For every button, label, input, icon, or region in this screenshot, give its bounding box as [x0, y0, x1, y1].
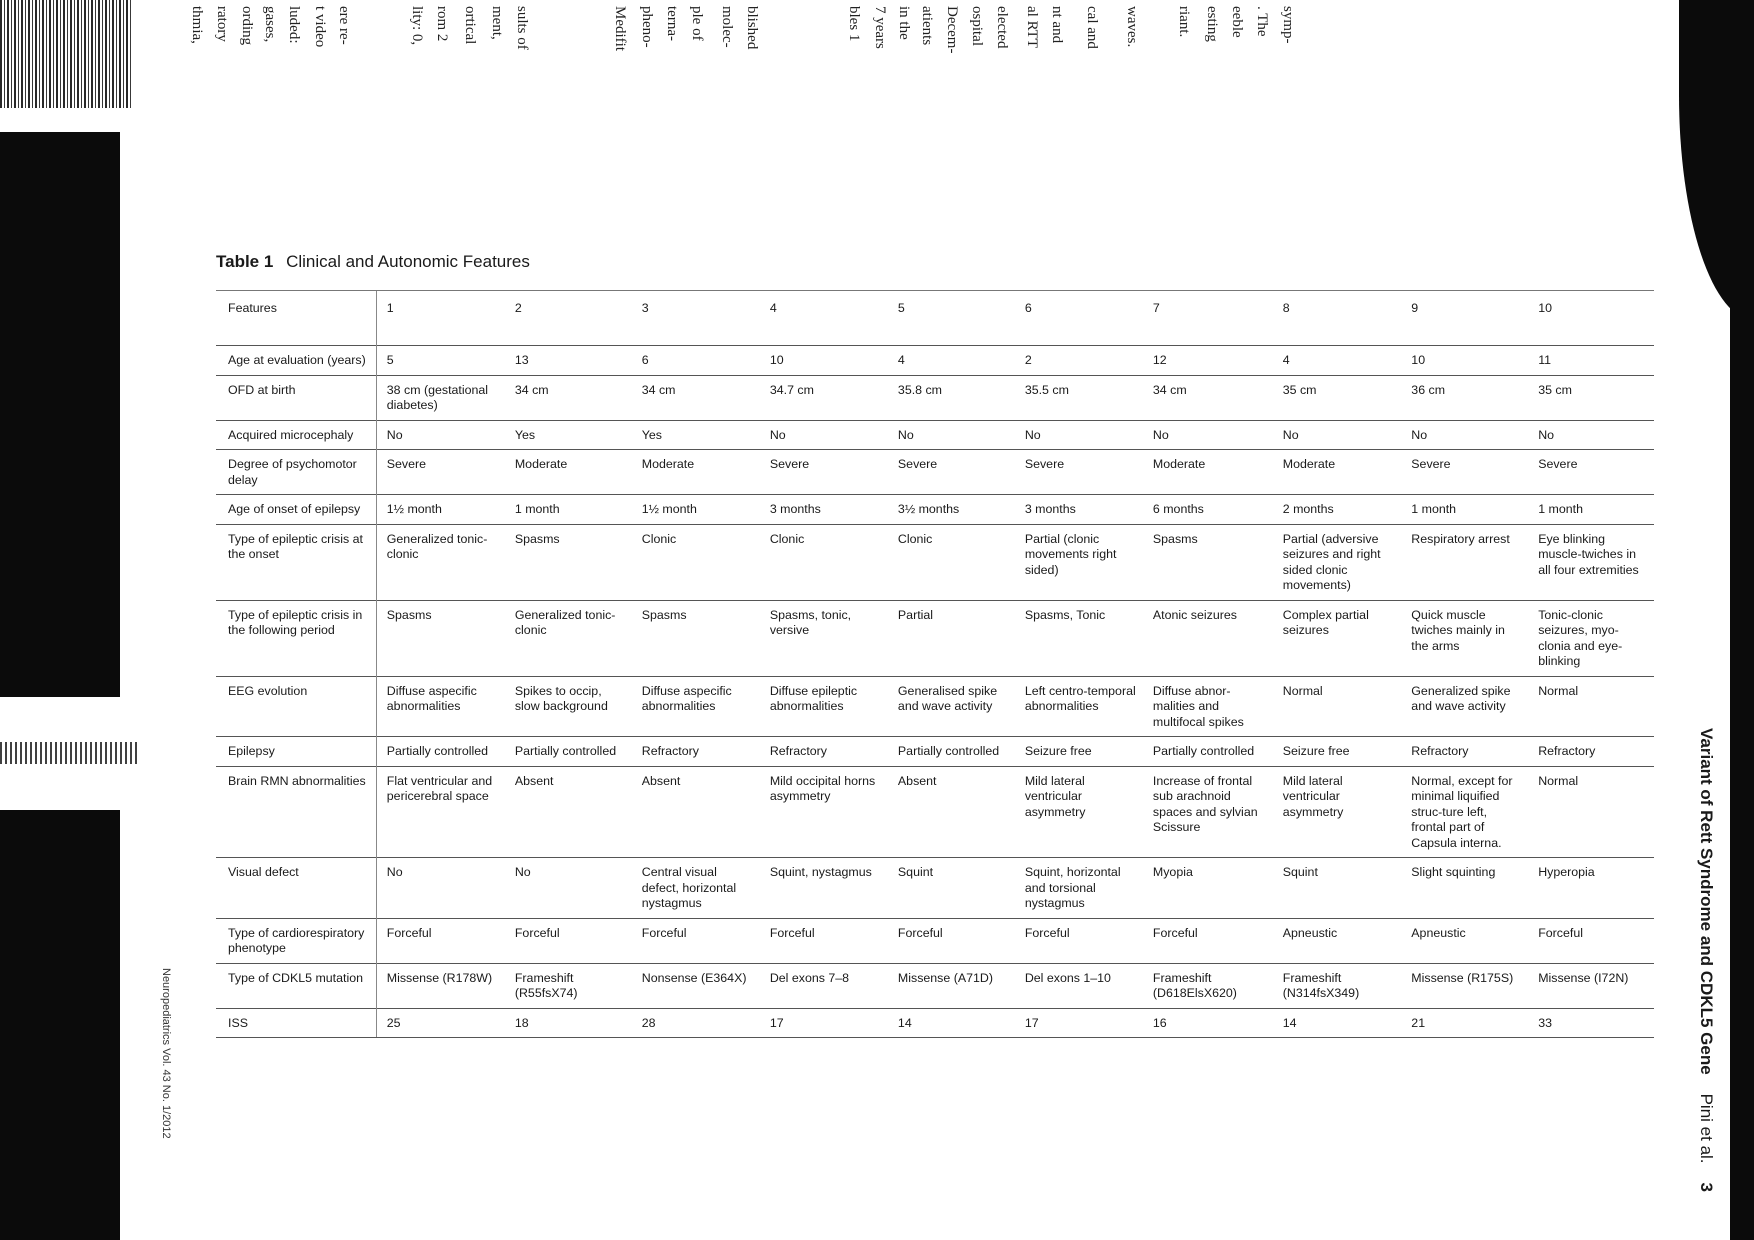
previous-column-fragment: pheno- [639, 6, 655, 48]
table-cell: 4 [1273, 346, 1402, 376]
table-cell: No [376, 420, 505, 450]
previous-column-fragment: t video [312, 6, 328, 48]
row-feature-label: Type of cardiorespiratory phenotype [216, 918, 376, 963]
header-cell-patient: 6 [1015, 291, 1143, 346]
table-cell: 17 [1015, 1008, 1143, 1038]
table-cell: No [1528, 420, 1654, 450]
table-cell: Apneustic [1401, 918, 1528, 963]
table-cell: Squint, nystagmus [760, 858, 888, 919]
table-cell: Absent [888, 766, 1015, 858]
previous-column-fragment: cal and [1084, 6, 1100, 49]
table-cell: Clonic [632, 524, 760, 600]
table-cell: Spasms [376, 600, 505, 676]
table-cell: Missense (A71D) [888, 963, 1015, 1008]
table-row [216, 524, 1654, 600]
previous-column-fragment: molec- [719, 6, 735, 48]
table-cell: Squint [1273, 858, 1402, 919]
table-cell: Generalised spike and wave activity [888, 676, 1015, 737]
table-cell: Missense (R178W) [376, 963, 505, 1008]
table-cell: No [1015, 420, 1143, 450]
table-cell: Partially controlled [1143, 737, 1273, 767]
previous-column-fragment: ple of [689, 6, 705, 41]
table-cell: Moderate [1143, 450, 1273, 495]
running-head-authors: Pini et al. [1697, 1093, 1716, 1164]
table-cell: Refractory [760, 737, 888, 767]
header-cell-patient: 2 [505, 291, 632, 346]
row-feature-label: Type of epileptic crisis in the following period [216, 600, 376, 676]
table-cell: Mild occipital horns asymmetry [760, 766, 888, 858]
previous-column-fragment: luded: [286, 6, 302, 44]
table-cell: Diffuse aspecific abnormalities [376, 676, 505, 737]
table-cell: 34 cm [632, 375, 760, 420]
table-cell: 2 [1015, 346, 1143, 376]
table-cell: Generalized tonic-clonic [505, 600, 632, 676]
header-cell-patient: 8 [1273, 291, 1402, 346]
table-cell: 16 [1143, 1008, 1273, 1038]
table-cell: Atonic seizures [1143, 600, 1273, 676]
table-cell: Spikes to occip, slow background [505, 676, 632, 737]
table-cell: Normal [1528, 766, 1654, 858]
table-cell: No [1143, 420, 1273, 450]
table-cell: Nonsense (E364X) [632, 963, 760, 1008]
table-cell: No [505, 858, 632, 919]
table-title [216, 252, 530, 272]
header-cell-patient: 4 [760, 291, 888, 346]
header-cell-patient: 5 [888, 291, 1015, 346]
table-cell: Partially controlled [505, 737, 632, 767]
table-cell: Normal [1528, 676, 1654, 737]
table-cell: Absent [632, 766, 760, 858]
table-cell: 35.8 cm [888, 375, 1015, 420]
row-feature-label: ISS [216, 1008, 376, 1038]
table-cell: No [888, 420, 1015, 450]
table-cell: Yes [505, 420, 632, 450]
table-cell: Forceful [632, 918, 760, 963]
row-feature-label: Epilepsy [216, 737, 376, 767]
previous-column-fragment: riant. [1176, 6, 1192, 38]
table-cell: Generalized tonic-clonic [376, 524, 505, 600]
table-cell: Forceful [1143, 918, 1273, 963]
table-cell: Severe [760, 450, 888, 495]
previous-column-fragment: rom 2 [434, 6, 450, 42]
previous-column-fragment: 7 years [872, 6, 888, 49]
table-cell: 6 [632, 346, 760, 376]
table-row [216, 600, 1654, 676]
previous-column-fragment: ospital [969, 6, 985, 46]
table-cell: 6 months [1143, 495, 1273, 525]
header-cell-patient: 3 [632, 291, 760, 346]
table-cell: 1 month [505, 495, 632, 525]
table-cell: 35 cm [1273, 375, 1402, 420]
table-cell: 36 cm [1401, 375, 1528, 420]
previous-column-fragment: ment, [489, 6, 505, 40]
row-feature-label: Type of CDKL5 mutation [216, 963, 376, 1008]
table-cell: 21 [1401, 1008, 1528, 1038]
table-cell: Forceful [1015, 918, 1143, 963]
table-row [216, 450, 1654, 495]
table-cell: Partial (adversive seizures and right sided clonic movements) [1273, 524, 1402, 600]
previous-column-fragment: ratory [214, 6, 230, 42]
previous-column-fragment: elected [994, 6, 1010, 49]
table-cell: Forceful [888, 918, 1015, 963]
table-cell: Flat ventricular and pericerebral space [376, 766, 505, 858]
table-cell: 3 months [760, 495, 888, 525]
table-cell: Spasms, tonic, versive [760, 600, 888, 676]
table-cell: 4 [888, 346, 1015, 376]
table-cell: Seizure free [1015, 737, 1143, 767]
table-cell: 34 cm [505, 375, 632, 420]
previous-column-fragment: al RTT [1024, 6, 1040, 49]
table-cell: Frameshift (N314fsX349) [1273, 963, 1402, 1008]
table-row [216, 495, 1654, 525]
table-cell: Apneustic [1273, 918, 1402, 963]
table-cell: 2 months [1273, 495, 1402, 525]
table-cell: 1½ month [632, 495, 760, 525]
table-cell: Normal, except for minimal liquified struc-ture left, frontal part of Capsula interna. [1401, 766, 1528, 858]
previous-column-fragment: in the [896, 6, 912, 40]
table-cell: Refractory [1528, 737, 1654, 767]
table-cell: Del exons 1–10 [1015, 963, 1143, 1008]
table-cell: Forceful [376, 918, 505, 963]
table-cell: Hyperopia [1528, 858, 1654, 919]
table-cell: 34.7 cm [760, 375, 888, 420]
table-row [216, 676, 1654, 737]
table-row [216, 737, 1654, 767]
table-cell: 28 [632, 1008, 760, 1038]
table-cell: Del exons 7–8 [760, 963, 888, 1008]
table-cell: No [1401, 420, 1528, 450]
previous-column-fragment: thmia, [189, 6, 205, 44]
previous-column-fragment: ording [239, 6, 255, 46]
previous-column-fragment: Decem- [944, 6, 960, 54]
table-cell: Spasms [1143, 524, 1273, 600]
previous-column-fragment: gases, [262, 6, 278, 43]
table-label: Table 1 [216, 252, 274, 271]
row-feature-label: Acquired microcephaly [216, 420, 376, 450]
table-cell: 3½ months [888, 495, 1015, 525]
table-cell: Refractory [1401, 737, 1528, 767]
header-cell-patient: 10 [1528, 291, 1654, 346]
table-cell: Partially controlled [376, 737, 505, 767]
previous-column-fragment: sults of [514, 6, 530, 50]
page-number: 3 [1697, 1182, 1716, 1192]
table-cell: 38 cm (gestational diabetes) [376, 375, 505, 420]
table-cell: 1½ month [376, 495, 505, 525]
table-cell: Moderate [1273, 450, 1402, 495]
scan-edge-artifact [0, 0, 132, 108]
table-cell: Mild lateral ventricular asymmetry [1273, 766, 1402, 858]
journal-reference: Neuropediatrics Vol. 43 No. 1/2012 [160, 968, 172, 1139]
previous-column-fragment: nt and [1049, 6, 1065, 44]
table-cell: Diffuse epileptic abnormalities [760, 676, 888, 737]
clinical-features-table [216, 290, 1654, 1038]
row-feature-label: Brain RMN abnormalities [216, 766, 376, 858]
scan-edge-artifact [0, 742, 140, 764]
table-cell: Spasms, Tonic [1015, 600, 1143, 676]
previous-column-fragment: Medifit [612, 6, 628, 51]
previous-column-fragment: terna- [664, 6, 680, 41]
table-cell: Severe [376, 450, 505, 495]
table-cell: Respiratory arrest [1401, 524, 1528, 600]
table-cell: 14 [888, 1008, 1015, 1038]
table-cell: Diffuse aspecific abnormalities [632, 676, 760, 737]
table-cell: 17 [760, 1008, 888, 1038]
table-cell: 1 month [1401, 495, 1528, 525]
table-cell: Squint [888, 858, 1015, 919]
row-feature-label: Degree of psychomotor delay [216, 450, 376, 495]
table-cell: Mild lateral ventricular asymmetry [1015, 766, 1143, 858]
table-cell: Partial (clonic movements right sided) [1015, 524, 1143, 600]
table-cell: Increase of frontal sub arachnoid spaces and sylvian Scissure [1143, 766, 1273, 858]
table-cell: Tonic-clonic seizures, myo-clonia and eye-blinking [1528, 600, 1654, 676]
table-cell: Missense (R175S) [1401, 963, 1528, 1008]
table-cell: Spasms [632, 600, 760, 676]
table-cell: Forceful [760, 918, 888, 963]
table-row [216, 420, 1654, 450]
previous-column-fragment: ere re- [336, 6, 352, 45]
table-row [216, 918, 1654, 963]
table-cell: 10 [760, 346, 888, 376]
table-row [216, 858, 1654, 919]
table-cell: Myopia [1143, 858, 1273, 919]
scan-black-margin [0, 810, 120, 1240]
running-head-title: Variant of Rett Syndrome and CDKL5 Gene [1697, 728, 1716, 1075]
row-feature-label: Age of onset of epilepsy [216, 495, 376, 525]
table-cell: Slight squinting [1401, 858, 1528, 919]
table-caption: Clinical and Autonomic Features [286, 252, 530, 271]
table-cell: Refractory [632, 737, 760, 767]
table-cell: Normal [1273, 676, 1402, 737]
header-cell-patient: 7 [1143, 291, 1273, 346]
row-feature-label: EEG evolution [216, 676, 376, 737]
table-cell: 3 months [1015, 495, 1143, 525]
table-cell: No [376, 858, 505, 919]
table-cell: Diffuse abnor-malities and multifocal spikes [1143, 676, 1273, 737]
table-cell: Frameshift (D618ElsX620) [1143, 963, 1273, 1008]
table-cell: Left centro-temporal abnormalities [1015, 676, 1143, 737]
previous-column-fragment: blished [744, 6, 760, 50]
table-cell: Forceful [505, 918, 632, 963]
previous-column-fragment: eeble [1229, 6, 1245, 38]
table-cell: 14 [1273, 1008, 1402, 1038]
previous-column-fragment: ortical [462, 6, 478, 45]
table-cell: 13 [505, 346, 632, 376]
row-feature-label: OFD at birth [216, 375, 376, 420]
table-row [216, 1008, 1654, 1038]
table-cell: Moderate [632, 450, 760, 495]
table-cell: Seizure free [1273, 737, 1402, 767]
table-cell: Frameshift (R55fsX74) [505, 963, 632, 1008]
table-cell: No [1273, 420, 1402, 450]
table-cell: 1 month [1528, 495, 1654, 525]
table-row [216, 346, 1654, 376]
table-cell: 5 [376, 346, 505, 376]
table-cell: Yes [632, 420, 760, 450]
table-cell: Eye blinking muscle-twiches in all four extremities [1528, 524, 1654, 600]
table-cell: 25 [376, 1008, 505, 1038]
table-cell: Absent [505, 766, 632, 858]
table-cell: 10 [1401, 346, 1528, 376]
table-cell: Quick muscle twiches mainly in the arms [1401, 600, 1528, 676]
table-cell: 18 [505, 1008, 632, 1038]
previous-column-fragment: lity: 0, [409, 6, 425, 46]
row-feature-label: Type of epileptic crisis at the onset [216, 524, 376, 600]
table-cell: 35.5 cm [1015, 375, 1143, 420]
header-cell-features: Features [216, 291, 376, 346]
table-cell: Severe [888, 450, 1015, 495]
table-row [216, 375, 1654, 420]
table-cell: 35 cm [1528, 375, 1654, 420]
table-row [216, 963, 1654, 1008]
table-cell: Moderate [505, 450, 632, 495]
scan-black-margin [0, 132, 120, 697]
table-cell: Complex partial seizures [1273, 600, 1402, 676]
table-cell: Severe [1015, 450, 1143, 495]
table-cell: Partially controlled [888, 737, 1015, 767]
table-cell: Partial [888, 600, 1015, 676]
table-cell: 34 cm [1143, 375, 1273, 420]
scan-black-margin [1730, 0, 1754, 1240]
table-cell: Severe [1528, 450, 1654, 495]
running-head [1696, 728, 1716, 1192]
table-cell: Squint, horizontal and torsional nystagmus [1015, 858, 1143, 919]
previous-column-fragment: atients [919, 6, 935, 46]
table-cell: Severe [1401, 450, 1528, 495]
row-feature-label: Age at evaluation (years) [216, 346, 376, 376]
table-cell: Missense (I72N) [1528, 963, 1654, 1008]
table-cell: 33 [1528, 1008, 1654, 1038]
table-row [216, 766, 1654, 858]
table-cell: Forceful [1528, 918, 1654, 963]
previous-column-fragment: . The [1254, 6, 1270, 37]
row-feature-label: Visual defect [216, 858, 376, 919]
previous-column-fragment: symp- [1280, 6, 1296, 44]
table-cell: Spasms [505, 524, 632, 600]
previous-column-fragment: bles 1 [846, 6, 862, 42]
header-cell-patient: 1 [376, 291, 505, 346]
table-cell: Central visual defect, horizontal nystagmus [632, 858, 760, 919]
table-cell: No [760, 420, 888, 450]
previous-column-fragment: esting [1204, 6, 1220, 42]
table-cell: 11 [1528, 346, 1654, 376]
table-cell: Clonic [760, 524, 888, 600]
table-cell: Generalized spike and wave activity [1401, 676, 1528, 737]
previous-column-fragment: waves. [1124, 6, 1140, 48]
table-cell: 12 [1143, 346, 1273, 376]
table-header-row [216, 291, 1654, 346]
header-cell-patient: 9 [1401, 291, 1528, 346]
table-cell: Clonic [888, 524, 1015, 600]
